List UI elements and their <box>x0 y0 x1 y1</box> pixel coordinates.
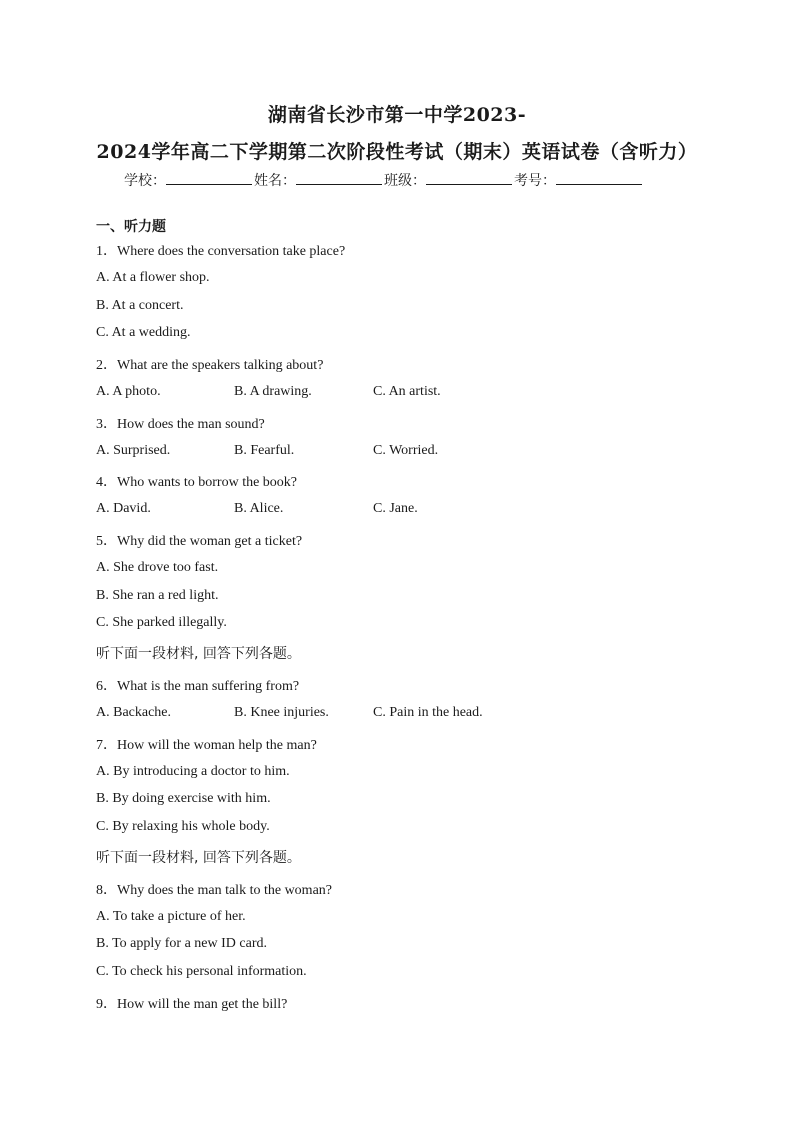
class-field <box>384 170 514 190</box>
question-7-option-a: A. By introducing a doctor to him. <box>96 764 290 779</box>
question-7-option-c: C. By relaxing his whole body. <box>96 819 270 834</box>
question-1: 1．Where does the conversation take place? <box>96 244 346 259</box>
exam-number-blank <box>556 170 642 185</box>
class-label: 班级： <box>384 173 426 189</box>
question-2-option-a: A. A photo. <box>96 384 161 399</box>
question-6: 6．What is the man suffering from? <box>96 679 300 694</box>
question-5-option-c: C. She parked illegally. <box>96 615 227 630</box>
question-4: 4．Who wants to borrow the book? <box>96 475 298 490</box>
question-3-option-b: B. Fearful. <box>234 443 295 458</box>
listening-instruction-1: 听下面一段材料, 回答下列各题。 <box>96 646 301 662</box>
question-6-option-c: C. Pain in the head. <box>373 705 483 720</box>
school-field <box>124 170 254 190</box>
question-3-option-a: A. Surprised. <box>96 443 171 458</box>
question-2: 2．What are the speakers talking about? <box>96 358 324 373</box>
class-blank <box>426 170 512 185</box>
question-4-option-b: B. Alice. <box>234 501 284 516</box>
school-label: 学校： <box>124 173 166 189</box>
question-1-option-b: B. At a concert. <box>96 298 184 313</box>
exam-number-field <box>514 170 644 190</box>
question-3-option-c: C. Worried. <box>373 443 439 458</box>
student-info-row <box>124 170 644 190</box>
question-7-option-b: B. By doing exercise with him. <box>96 791 271 806</box>
section-heading-listening: 一、听力题 <box>96 219 166 235</box>
question-8-option-a: A. To take a picture of her. <box>96 909 246 924</box>
exam-title-line-1: 湖南省长沙市第一中学2023- <box>267 104 527 126</box>
school-blank <box>166 170 252 185</box>
question-7: 7．How will the woman help the man? <box>96 738 317 753</box>
question-5-option-a: A. She drove too fast. <box>96 560 219 575</box>
question-2-option-b: B. A drawing. <box>234 384 312 399</box>
question-8-option-b: B. To apply for a new ID card. <box>96 936 267 951</box>
listening-instruction-2: 听下面一段材料, 回答下列各题。 <box>96 850 301 866</box>
question-1-option-a: A. At a flower shop. <box>96 270 210 285</box>
name-label: 姓名： <box>254 173 296 189</box>
question-2-option-c: C. An artist. <box>373 384 441 399</box>
question-8: 8．Why does the man talk to the woman? <box>96 883 332 898</box>
question-4-option-c: C. Jane. <box>373 501 418 516</box>
question-9: 9．How will the man get the bill? <box>96 997 288 1012</box>
question-5: 5．Why did the woman get a ticket? <box>96 534 303 549</box>
question-6-option-b: B. Knee injuries. <box>234 705 329 720</box>
name-blank <box>296 170 382 185</box>
question-5-option-b: B. She ran a red light. <box>96 588 219 603</box>
name-field <box>254 170 384 190</box>
question-8-option-c: C. To check his personal information. <box>96 964 307 979</box>
exam-title-line-2: 2024学年高二下学期第二次阶段性考试（期末）英语试卷（含听力） <box>96 141 698 163</box>
exam-number-label: 考号： <box>514 173 556 189</box>
question-1-option-c: C. At a wedding. <box>96 325 191 340</box>
question-4-option-a: A. David. <box>96 501 151 516</box>
question-3: 3．How does the man sound? <box>96 417 265 432</box>
question-6-option-a: A. Backache. <box>96 705 172 720</box>
